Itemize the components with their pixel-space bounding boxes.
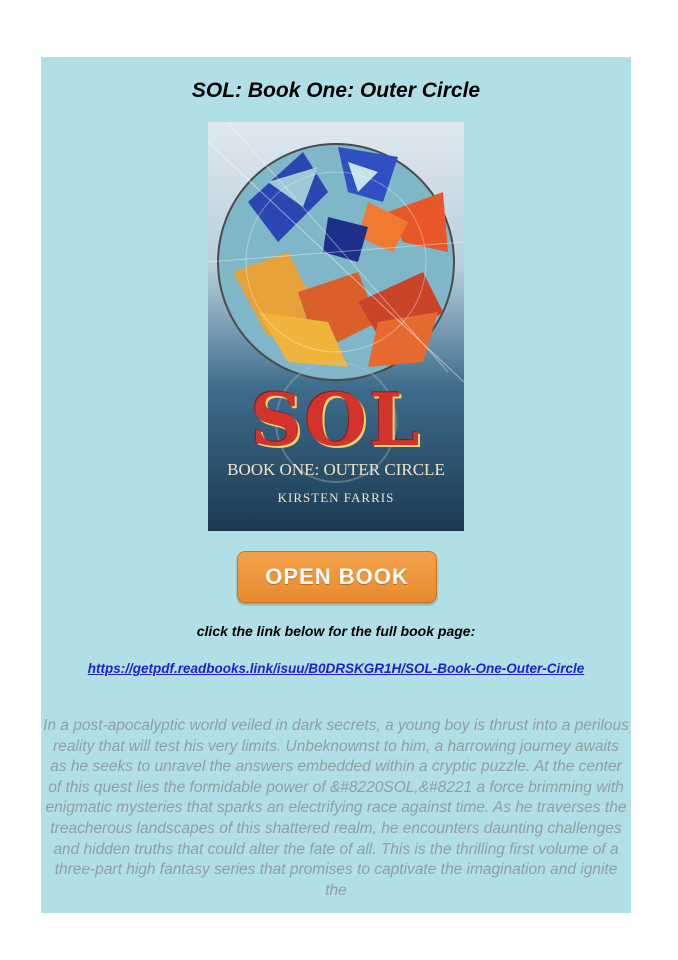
book-cover-image (208, 122, 464, 531)
book-page-link[interactable]: https://getpdf.readbooks.link/isuu/B0DRSKGR1H/SOL-Book-One-Outer-Circle (87, 661, 585, 676)
cover-title: SOL (250, 377, 422, 462)
cover-author: KIRSTEN FARRIS (277, 490, 395, 505)
book-description: In a post-apocalyptic world veiled in dark secrets, a young boy is thrust into a perilous reality that will test his very limits. Unbeknownst to him, a harrowing journey awaits as he seeks to unravel the answers embedded within a cryptic puzzle. At the center of this quest lies the formidable power of &#8220SOL,&#8221 a force brimming with enigmatic mysteries that sparks an electrifying race against time. As he traverses the treacherous landscapes of this shattered realm, he encounters daunting challenges and hidden truths that could alter the fate of all. This is the thrilling first volume of a three-part high fantasy series that promises to captivate the imagination and ignite the (43, 717, 629, 899)
cover-subtitle: BOOK ONE: OUTER CIRCLE (227, 460, 445, 479)
book-panel (41, 57, 631, 913)
open-book-button[interactable]: OPEN BOOK (237, 551, 437, 603)
book-title: SOL: Book One: Outer Circle (191, 79, 481, 102)
link-caption: click the link below for the full book page: (196, 623, 476, 639)
